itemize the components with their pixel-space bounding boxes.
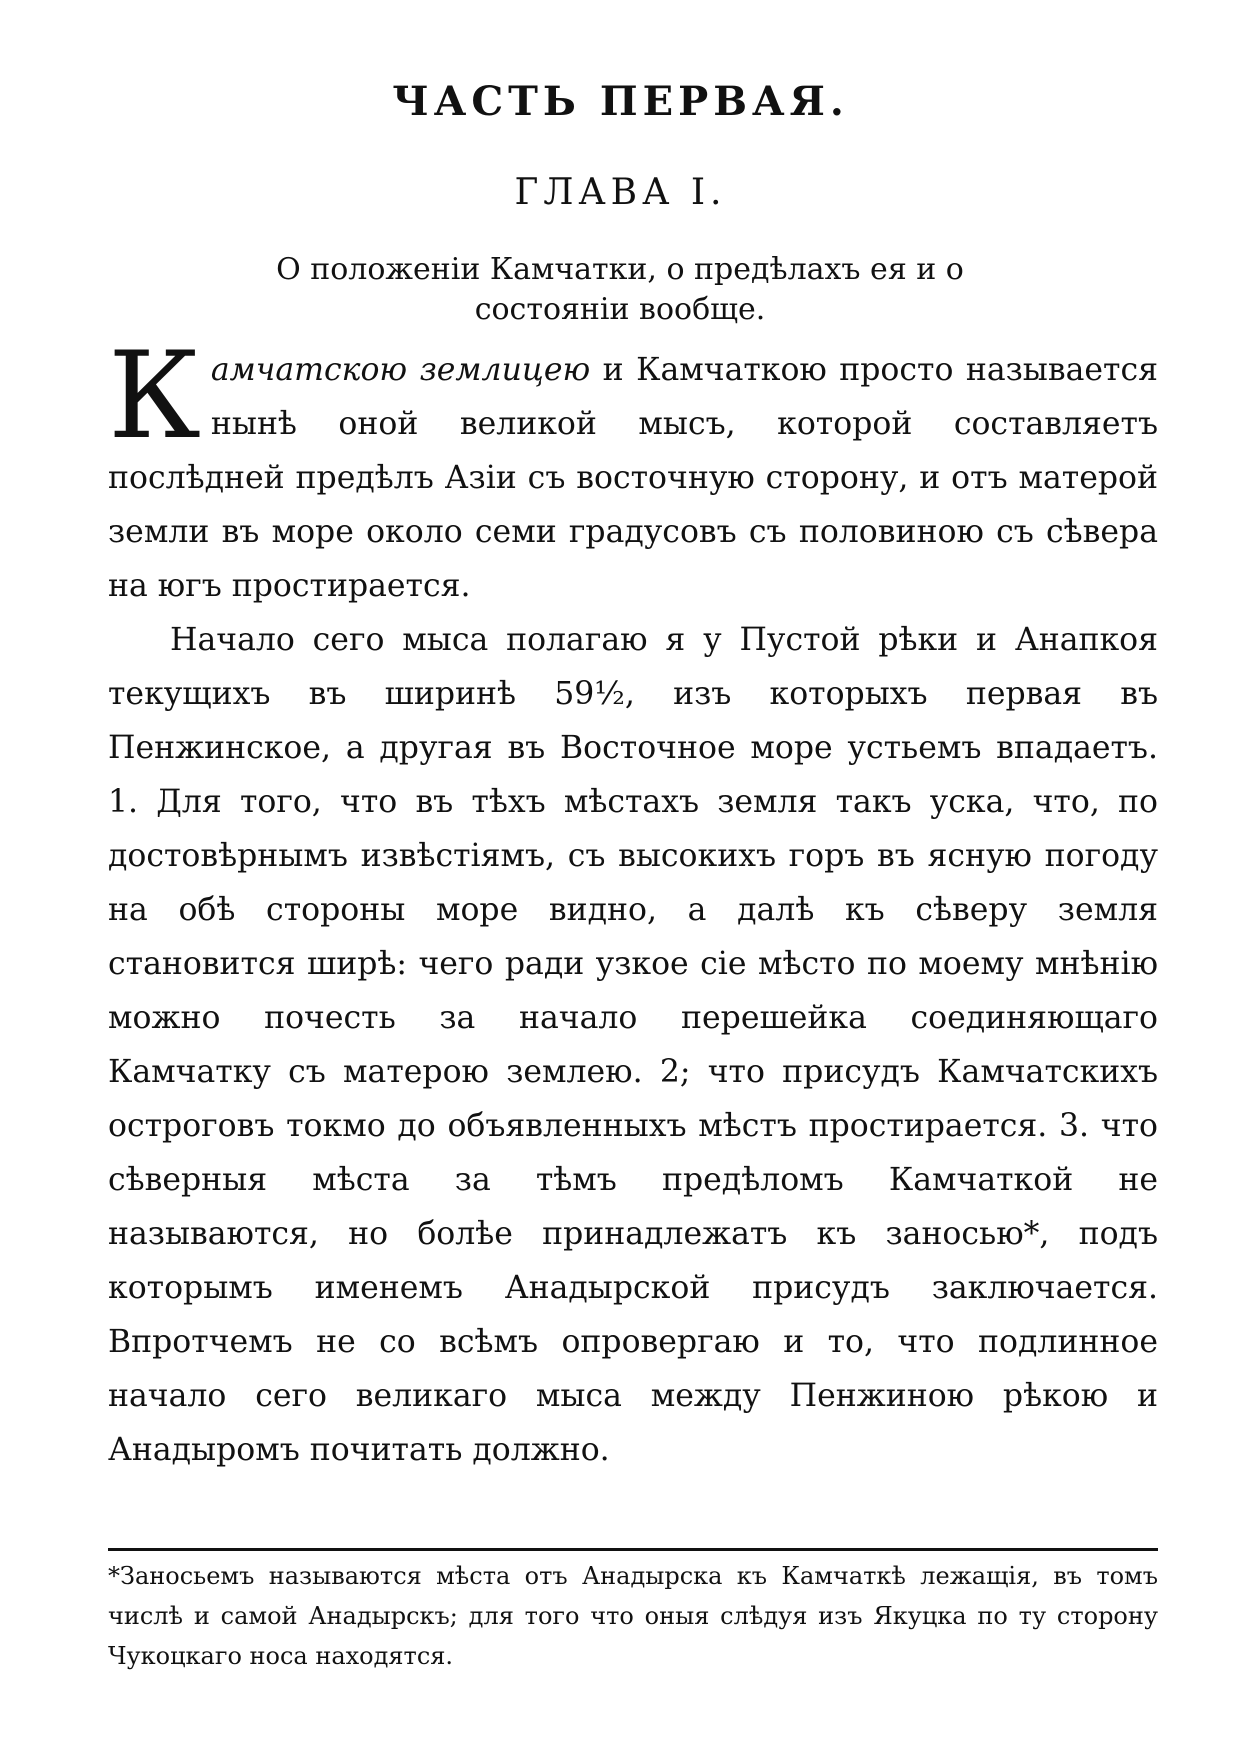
body-text [108, 327, 1158, 1477]
drop-cap: К [108, 327, 201, 466]
footnote-rule [108, 1548, 1158, 1551]
chapter-subtitle: О положеніи Камчатки, о предѣлахъ ея и о состояніи вообще. [276, 252, 964, 327]
intro-italic: амчатскою землицею [210, 352, 591, 388]
footnote: *Заносьемъ называются мѣста отъ Анадырска къ Камчаткѣ лежащія, въ томъ числѣ и самой Анадырскъ; для того что оныя слѣдуя изъ Якуцка по ту сторону Чукоцкаго носа находятся. [108, 1562, 1158, 1670]
paragraph-2: Начало сего мыса полагаю я у Пустой рѣки и Анапкоя текущихъ въ ширинѣ 59½, изъ которыхъ первая въ Пенжинское, а другая въ Восточное море устьемъ впадаетъ. 1. Для того, что въ тѣхъ мѣстахъ земля такъ уска, что, по достовѣрнымъ извѣстіямъ, съ высокихъ горъ въ ясную погоду на обѣ стороны море видно, а далѣ къ сѣверу земля становится ширѣ: чего ради узкое сіе мѣсто по моему мнѣнію можно почесть за начало перешейка соединяющаго Камчатку съ матерою землею. 2; что присудъ Камчатскихъ остроговъ токмо до объявленныхъ мѣстъ простирается. 3. что сѣверныя мѣста за тѣмъ предѣломъ Камчаткой не называются, но болѣе принадлежатъ къ заносью*, подъ которымъ именемъ Анадырской присудъ заключается. Впротчемъ не со всѣмъ опровергаю и то, что подлинное начало сего великаго мыса между Пенжиною рѣкою и Анадыромъ почитать должно. [108, 622, 1158, 1468]
part-title: ЧАСТЬ ПЕРВАЯ. [392, 78, 849, 125]
paragraph-1-text: и Камчаткою просто называется нынѣ оной великой мысъ, которой составляетъ послѣдней предѣлъ Азіи съ восточную сторону, и отъ матерой земли въ море около семи градусовъ съ половиною съ сѣвера на югъ простирается. [108, 352, 1158, 604]
paragraph-1 [108, 327, 1158, 613]
chapter-title: ГЛАВА I. [514, 172, 727, 213]
